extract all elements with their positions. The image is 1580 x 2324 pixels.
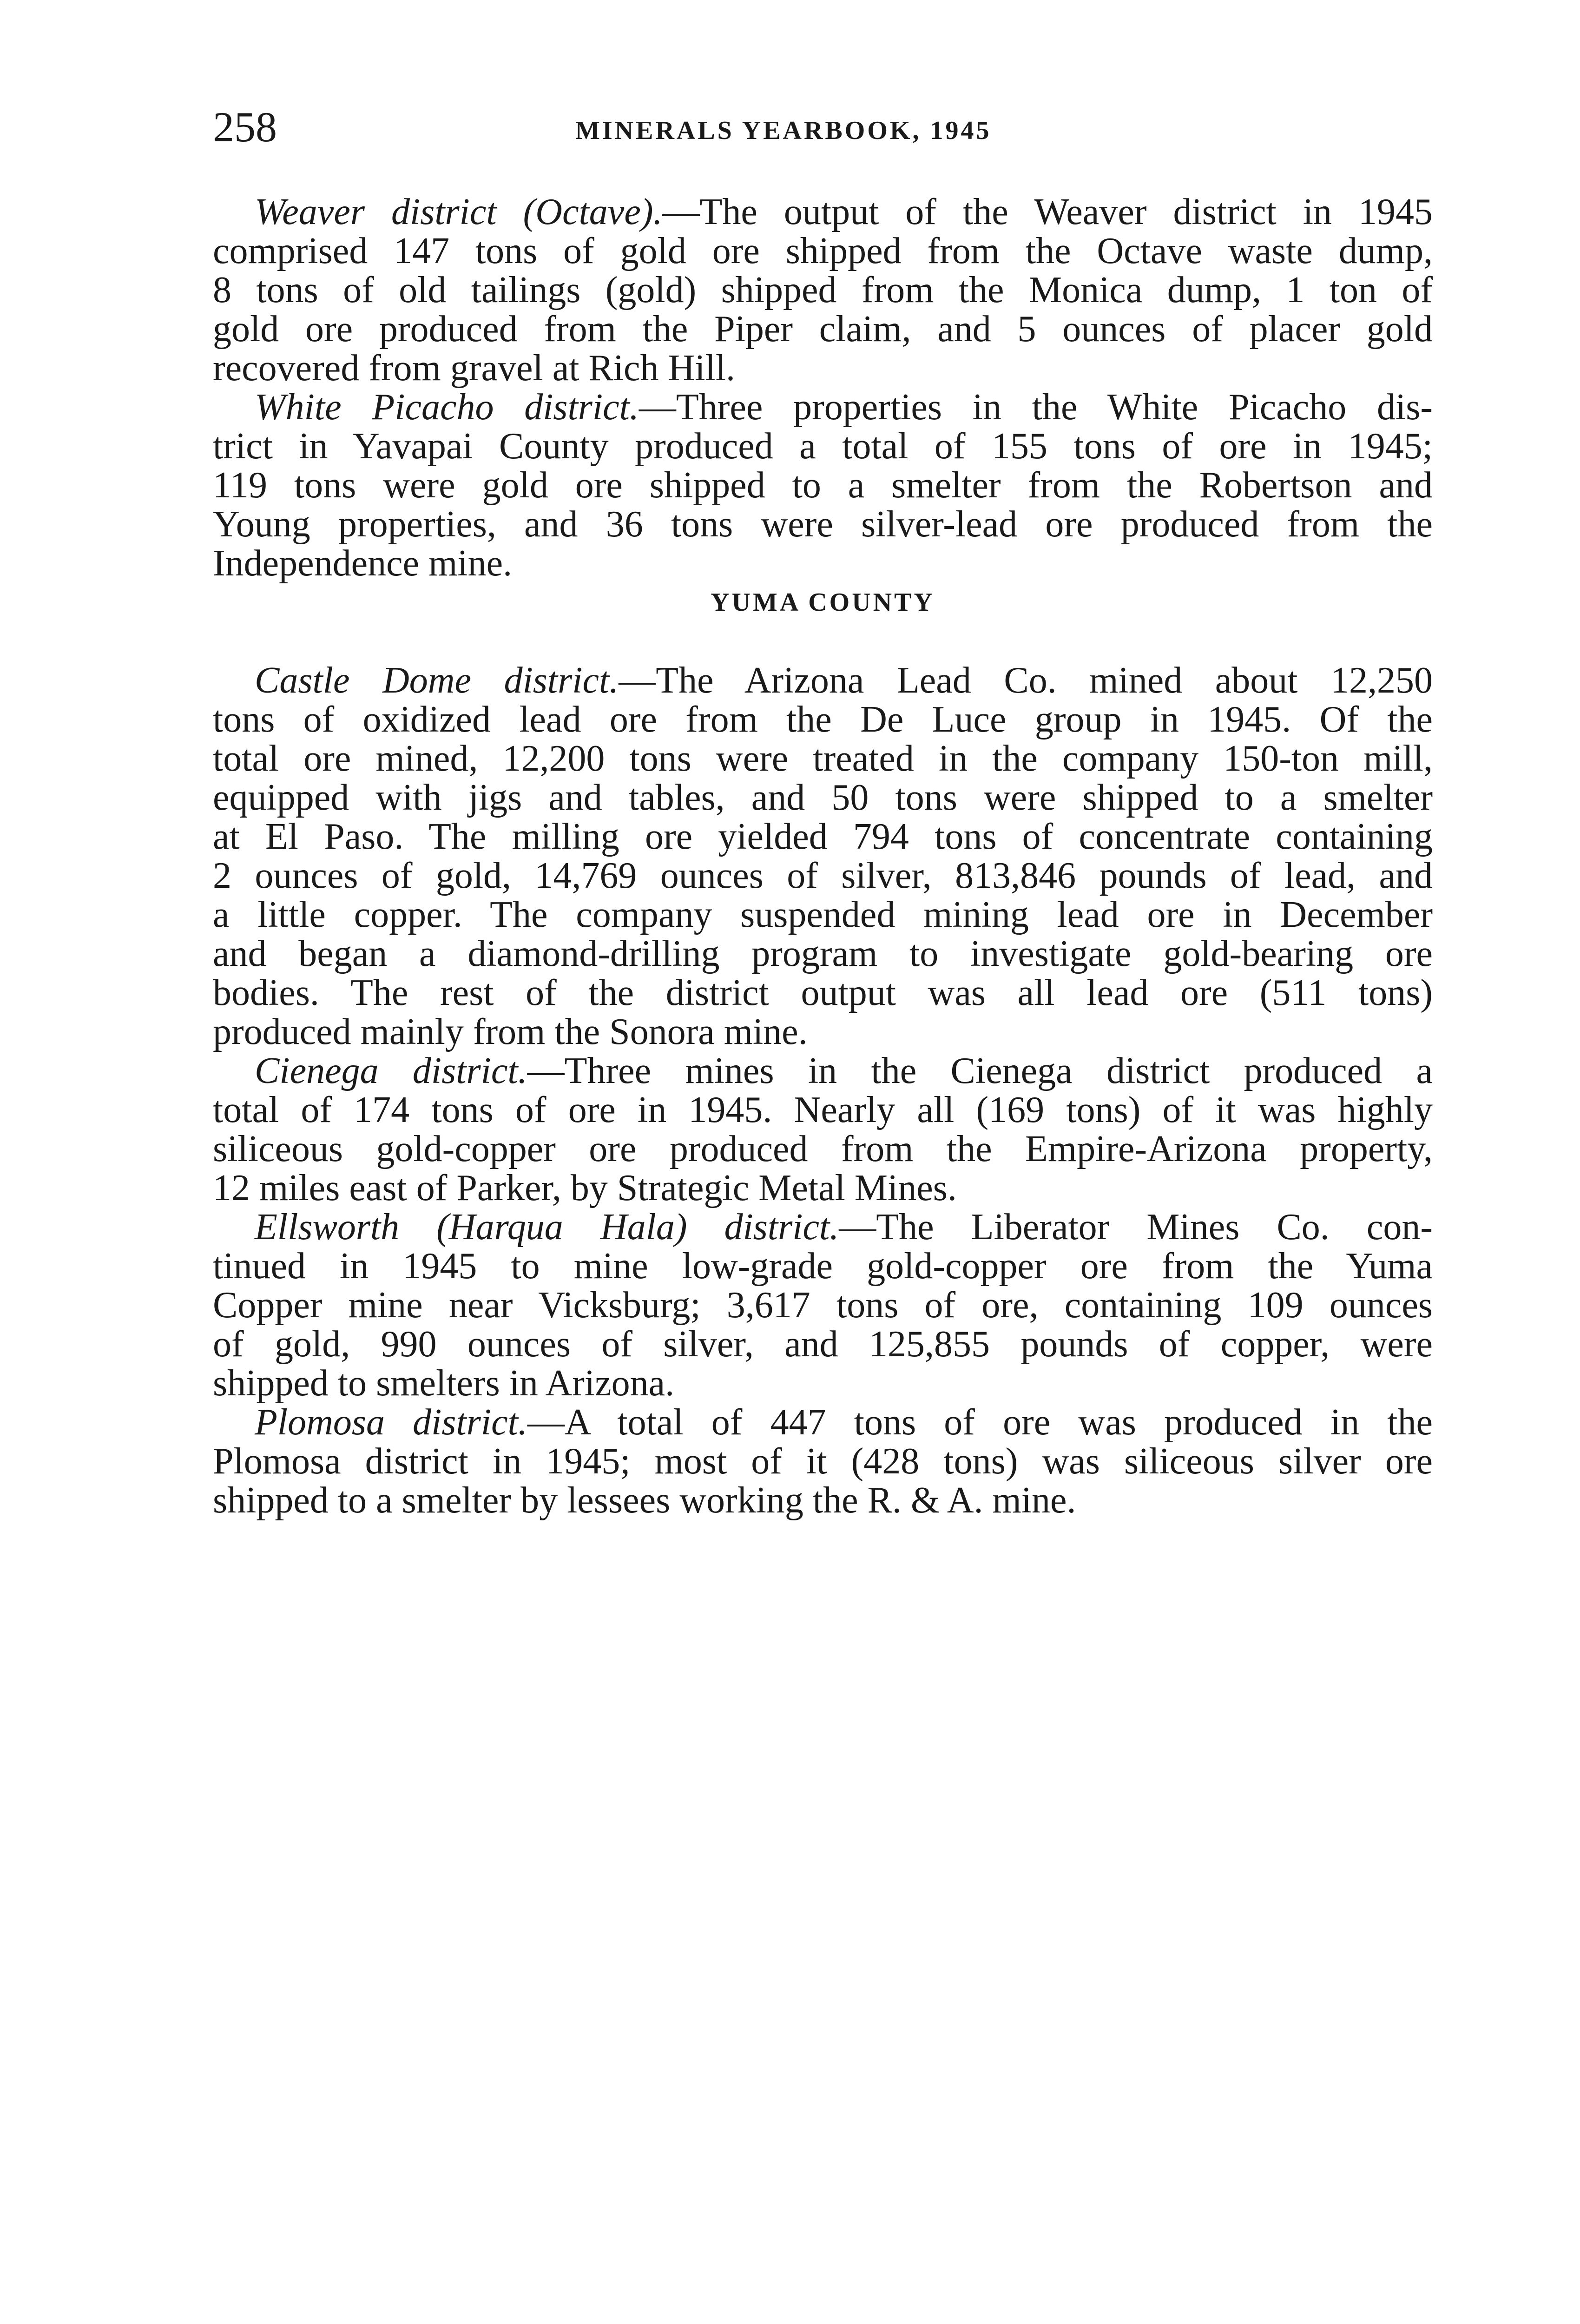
text-line: Cienega district.—Three mines in the Cienega district produced a bbox=[255, 1050, 1433, 1091]
text-line: bodies. The rest of the district output was all lead ore (511 tons) bbox=[213, 972, 1433, 1013]
text-line: 8 tons of old tailings (gold) shipped from the Monica dump, 1 ton of bbox=[213, 270, 1433, 310]
text-line: Weaver district (Octave).—The output of the Weaver district in 1945 bbox=[255, 191, 1433, 232]
paragraph-plomosa-district bbox=[213, 1403, 1433, 1520]
text-line: a little copper. The company suspended mining lead ore in December bbox=[213, 894, 1433, 935]
text-line: Young properties, and 36 tons were silver-lead ore produced from the bbox=[213, 504, 1433, 545]
text-line: produced mainly from the Sonora mine. bbox=[213, 1011, 808, 1052]
text-line: Castle Dome district.—The Arizona Lead Co. mined about 12,250 bbox=[255, 660, 1433, 701]
runin-heading: Weaver district (Octave). bbox=[255, 191, 663, 232]
text-line: at El Paso. The milling ore yielded 794 tons of concentrate containing bbox=[213, 816, 1433, 857]
body-text bbox=[213, 192, 1433, 1520]
text-line: trict in Yavapai County produced a total of 155 tons of ore in 1945; bbox=[213, 426, 1433, 467]
text-line: total of 174 tons of ore in 1945. Nearly all (169 tons) of it was highly bbox=[213, 1089, 1433, 1130]
runin-heading: Castle Dome district. bbox=[255, 660, 619, 701]
text-line: White Picacho district.—Three properties in the White Picacho dis- bbox=[255, 387, 1433, 428]
text-line: siliceous gold-copper ore produced from the Empire-Arizona property, bbox=[213, 1129, 1433, 1169]
text-line: 119 tons were gold ore shipped to a smelter from the Robertson and bbox=[213, 465, 1433, 506]
text-line: shipped to a smelter by lessees working the R. & A. mine. bbox=[213, 1480, 1076, 1521]
runin-heading: White Picacho district. bbox=[255, 387, 639, 428]
runin-heading: Ellsworth (Harqua Hala) district. bbox=[255, 1207, 839, 1248]
text-line: 2 ounces of gold, 14,769 ounces of silver, 813,846 pounds of lead, and bbox=[213, 855, 1433, 896]
paragraph-cienega-district bbox=[213, 1051, 1433, 1208]
text-line: Copper mine near Vicksburg; 3,617 tons of ore, containing 109 ounces bbox=[213, 1285, 1433, 1326]
text-line: equipped with jigs and tables, and 50 tons were shipped to a smelter bbox=[213, 777, 1433, 818]
text-line: gold ore produced from the Piper claim, and 5 ounces of placer gold bbox=[213, 309, 1433, 350]
runin-heading: Plomosa district. bbox=[255, 1402, 527, 1443]
text-line: Plomosa district in 1945; most of it (428 tons) was siliceous silver ore bbox=[213, 1441, 1433, 1482]
running-head bbox=[213, 101, 1433, 152]
text-line: Independence mine. bbox=[213, 543, 513, 584]
text-line: of gold, 990 ounces of silver, and 125,855 pounds of copper, were bbox=[213, 1324, 1433, 1365]
runin-heading: Cienega district. bbox=[255, 1050, 527, 1091]
text-line: comprised 147 tons of gold ore shipped from the Octave waste dump, bbox=[213, 231, 1433, 271]
paragraph-white-picacho-district bbox=[213, 388, 1433, 583]
text-line: recovered from gravel at Rich Hill. bbox=[213, 348, 735, 389]
text-line: Plomosa district.—A total of 447 tons of ore was produced in the bbox=[255, 1402, 1433, 1443]
page-number: 258 bbox=[213, 103, 277, 151]
paragraph-ellsworth-district bbox=[213, 1208, 1433, 1403]
text-line: shipped to smelters in Arizona. bbox=[213, 1363, 675, 1404]
section-heading: YUMA COUNTY bbox=[711, 588, 935, 617]
text-line: tinued in 1945 to mine low-grade gold-copper ore from the Yuma bbox=[213, 1246, 1433, 1287]
text-line: tons of oxidized lead ore from the De Luce group in 1945. Of the bbox=[213, 699, 1433, 740]
paragraph-weaver-district bbox=[213, 192, 1433, 388]
text-line: and began a diamond-drilling program to investigate gold-bearing ore bbox=[213, 933, 1433, 974]
running-title: MINERALS YEARBOOK, 1945 bbox=[575, 116, 992, 145]
text-line: Ellsworth (Harqua Hala) district.—The Liberator Mines Co. con- bbox=[255, 1207, 1433, 1248]
paragraph-castle-dome-district bbox=[213, 661, 1433, 1051]
text-line: total ore mined, 12,200 tons were treated in the company 150-ton mill, bbox=[213, 738, 1433, 779]
text-line: 12 miles east of Parker, by Strategic Metal Mines. bbox=[213, 1168, 957, 1208]
